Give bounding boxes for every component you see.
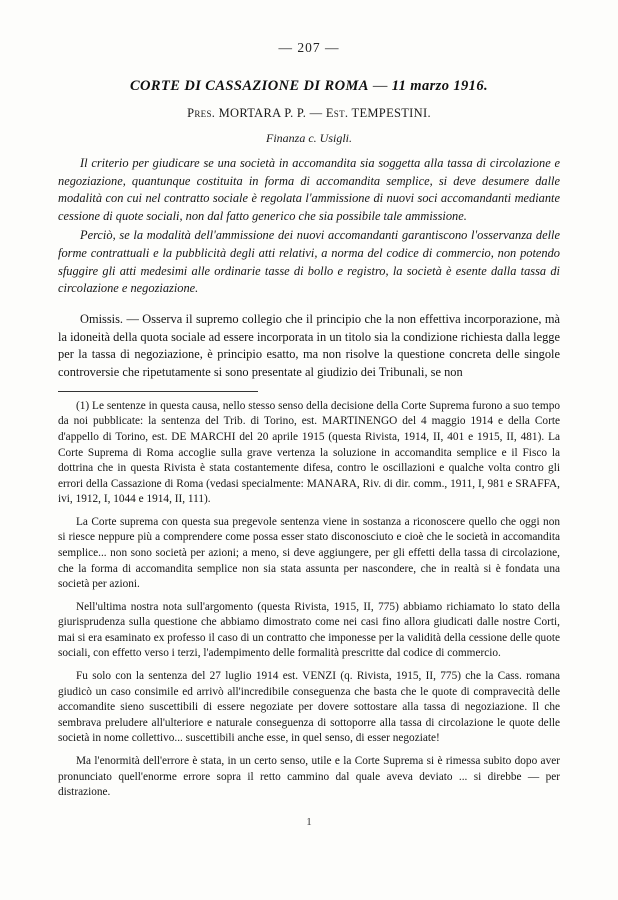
- footnote-1: (1) Le sentenze in questa causa, nello stesso senso della decisione della Corte Suprema furono a suo tempo da noi pubblicate: la sentenza del Trib. di Torino, est. MARTINENGO del 4 maggio 1914 e della Corte d'appello di Torino, est. DE MARCHI del 20 aprile 1915 (questa Rivista, 1914, II, 401 e 1915, II, 481). La Corte Suprema di Roma accoglie sulla grave vertenza la soluzione in accomandita semplice e il Fisco la dottrina che in questa Rivista è stata costantemente difesa, contro le oscillazioni e qualche volta contro gli errori della Cassazione di Roma (vedasi specialmente: MANARA, Riv. di dir. comm., 1911, I, 981 e SRAFFA, ivi, 1912, I, 1044 e 1914, II, 111).: [58, 399, 560, 506]
- footnote-paragraph-4: Fu solo con la sentenza del 27 luglio 1914 est. VENZI (q. Rivista, 1915, II, 775) che la Cass. romana giudicò un caso consimile ed arrivò all'incredibile conseguenza che basta che le quote di compravecità delle accomandite sieno suscettibili di essere negoziate per dovere sottostare alla tassa di negoziazione. Il che sembrava preludere all'ulteriore e naturale conseguenza di sottoporre alla tassa di circolazione le quote delle società in nome collettivo... suscettibili anche esse, in quel senso, di esser negoziate!: [58, 670, 560, 745]
- footnote-divider: [58, 391, 258, 392]
- headnote-2: Perciò, se la modalità dell'ammissione dei nuovi accomandanti garantiscono l'osservanza delle forme contrattuali e la pubblicità degli atti relativi, a norma del codice di commercio, non potendo sfuggire gli atti medesimi alle ordinarie tasse di bollo e registro, la società è esente dalla tassa di circolazione e negoziazione.: [58, 228, 560, 296]
- case-date: 11 marzo 1916.: [391, 78, 489, 94]
- opinion-body: [58, 311, 560, 382]
- case-heading: [58, 78, 560, 95]
- headnote-1: Il criterio per giudicare se una società in accomandita sia soggetta alla tassa di circolazione e negoziazione, quantunque costituita in forma di accomandita semplice, si deve desumere dalle modalità con cui nel contratto sociale è regolata l'ammissione di nuovi soci accomandanti mediante cessione di quote sociali, non dal fatto generico che sia possibile tale ammissione.: [58, 156, 560, 223]
- opinion-paragraph-1: Omissis. — Osserva il supremo collegio che il principio che la non effettiva incorporazione, mà la idoneità della quota sociale ad essere incorporata in un titolo sia la condizione richiesta dalla legge per la tassa di negoziazione, è principio esatto, ma non risolve la questione concreta delle singole controversie che ripetutamente si sono presentate al giudizio dei Tribunali, se non: [58, 311, 560, 380]
- judges-line: Pres. MORTARA P. P. — Est. TEMPESTINI.: [187, 106, 431, 120]
- page-number: — 207 —: [278, 40, 340, 55]
- footnote-paragraph-3: Nell'ultima nostra nota sull'argomento (questa Rivista, 1915, II, 775) abbiamo richiamato lo stato della giurisprudenza sulla questione che abbiamo dimostrato come nei casi fino allora giudicati dalle nostre Corti, mai si era esaminato ex professo il caso di un contratto che imponesse per la validità della cessione delle quote sociali, con effetto verso i terzi, l'adempimento delle formalità prescritte dal codice di commercio.: [58, 600, 560, 660]
- heading-dash: —: [368, 78, 392, 94]
- footnote-paragraph-2: La Corte suprema con questa sua pregevole sentenza viene in sostanza a riconoscere quello che oggi non si riesce neppure più a comprendere come possa esser stato disconosciuto e cioè che le società in accomandita semplice... non sono società per azioni; a meno, si deve aggiungere, per gli effetti della tassa di circolazione, che la forma di accomandita semplice non sia stata assunta per nascondere, che in realtà si è fondata una società per azioni.: [58, 515, 560, 591]
- footnote-paragraph-5: Ma l'enormità dell'errore è stata, in un certo senso, utile e la Corte Suprema si è rimessa subito dopo aver pronunciato quell'enorme errore sopra il retto cammino dal quale aveva deviato ... si direbbe — per distrazione.: [58, 754, 560, 799]
- court-name: CORTE DI CASSAZIONE DI ROMA: [129, 78, 369, 94]
- parties-line: Finanza c. Usigli.: [266, 131, 352, 145]
- footer-mark: 1: [306, 816, 312, 828]
